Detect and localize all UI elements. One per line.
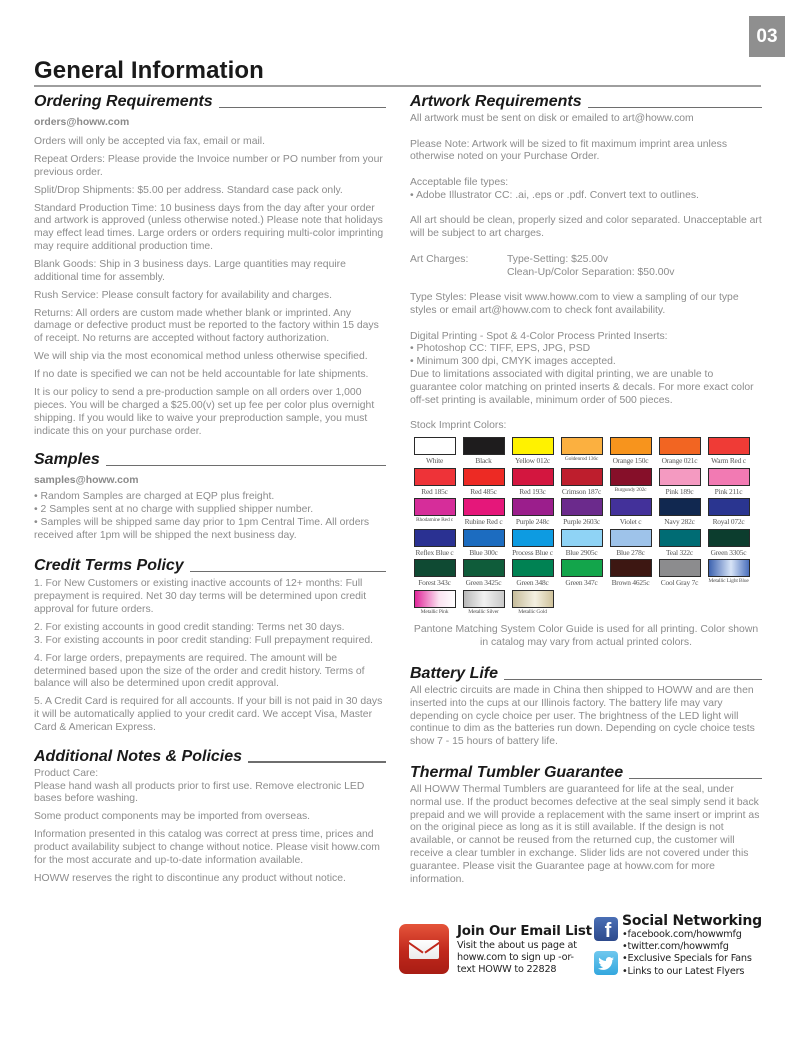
notes-paragraph: HOWW reserves the right to discontinue any product without notice. — [34, 872, 346, 884]
swatch-color-box — [561, 498, 603, 516]
ordering-paragraph: Orders will only be accepted via fax, email or mail. — [34, 135, 265, 147]
digital-printing-line: • Photoshop CC: TIFF, EPS, JPG, PSD — [410, 343, 591, 355]
artwork-intro: All artwork must be sent on disk or emailed to art@howw.com — [410, 113, 694, 124]
section-rule — [588, 107, 762, 109]
swatch-label: Burgundy 202c — [614, 486, 647, 493]
swatch-color-box — [512, 559, 554, 577]
file-types: • Adobe Illustrator CC: .ai, .eps or .pdf. Convert text to outlines. — [410, 189, 699, 201]
notes-paragraph: Information presented in this catalog was correct at press time, prices and product availability subject to change without notice. Please visit howw.com for the most accurate and up-to-date information available. — [34, 829, 380, 866]
samples-line: • Random Samples are charged at EQP plus freight. — [34, 491, 275, 503]
swatch-color-box — [463, 498, 505, 516]
color-swatch — [704, 559, 753, 590]
swatch-color-box — [463, 590, 505, 608]
color-swatch — [606, 559, 655, 590]
swatch-label: Process Blue c — [512, 547, 553, 557]
swatch-label: Black — [475, 455, 492, 465]
section-rule — [190, 571, 386, 573]
email-list-line: text HOWW to 22828 — [457, 964, 557, 976]
ordering-paragraph: We will ship via the most economical method unless otherwise specified. — [34, 351, 368, 363]
swatch-color-box — [414, 498, 456, 516]
color-swatch — [410, 559, 459, 590]
swatch-color-box — [561, 559, 603, 577]
swatch-color-box — [512, 437, 554, 455]
swatch-color-box — [512, 468, 554, 486]
color-swatch — [655, 559, 704, 590]
color-swatch — [459, 529, 508, 560]
color-swatch — [459, 437, 508, 468]
color-swatch — [704, 529, 753, 560]
social-facebook-link[interactable]: • facebook.com/howwmfg — [622, 929, 762, 941]
title-divider — [34, 85, 761, 87]
additional-notes-section — [34, 747, 386, 886]
color-swatch — [704, 437, 753, 468]
swatch-color-box — [463, 529, 505, 547]
swatch-color-box — [708, 468, 750, 486]
swatch-label: Rubine Red c — [464, 517, 503, 527]
swatch-label: Royal 072c — [712, 517, 745, 527]
samples-email-link[interactable]: samples@howw.com — [34, 475, 139, 487]
facebook-icon[interactable]: f — [594, 917, 618, 941]
section-heading: Thermal Tumbler Guarantee — [410, 764, 624, 782]
color-swatch — [459, 559, 508, 590]
swatch-label: Red 193c — [519, 486, 546, 496]
ordering-requirements-section — [34, 92, 386, 438]
credit-paragraph: 3. For existing accounts in poor credit standing: Full prepayment required. — [34, 634, 374, 646]
ordering-paragraph: Repeat Orders: Please provide the Invoice number or PO number from your previous order. — [34, 153, 383, 178]
pantone-note: Pantone Matching System Color Guide is used for all printing. Color shown in catalog may vary from actual printed colors. — [413, 624, 759, 649]
email-list-title: Join Our Email List — [457, 924, 592, 939]
samples-section — [34, 450, 386, 542]
swatch-color-box — [610, 529, 652, 547]
ordering-paragraph: Returns: All orders are custom made whether blank or imprinted. Any damage or defective product must be reported to the factory within 15 days of receipt. No returns are accepted without factory authorization. — [34, 307, 379, 345]
color-swatch — [410, 437, 459, 468]
swatch-label: Purple 2603c — [563, 517, 600, 527]
section-heading: Credit Terms Policy — [34, 557, 184, 575]
swatch-label: Pink 189c — [665, 486, 694, 496]
ordering-paragraph: Blank Goods: Ship in 3 business days. Large quantities may require additional time for assembly. — [34, 258, 346, 283]
color-swatch — [508, 437, 557, 468]
swatch-color-box — [708, 559, 750, 577]
swatch-color-box — [414, 468, 456, 486]
digital-printing-heading: Digital Printing - Spot & 4-Color Process Printed Inserts: — [410, 330, 668, 342]
swatch-color-box — [708, 529, 750, 547]
color-swatch — [508, 498, 557, 529]
ordering-paragraph: Split/Drop Shipments: $5.00 per address. Standard case pack only. — [34, 184, 343, 196]
art-charge-item: Type-Setting: $25.00v — [507, 253, 609, 265]
art-charges-label: Art Charges: — [410, 253, 469, 265]
ordering-paragraph: Rush Service: Please consult factory for availability and charges. — [34, 289, 333, 301]
swatch-label: Metallic Gold — [518, 608, 547, 615]
swatch-label: Pink 211c — [714, 486, 743, 496]
ordering-paragraph: If no date is specified we can not be held accountable for late shipments. — [34, 369, 369, 381]
color-swatch — [508, 468, 557, 499]
color-swatch — [557, 468, 606, 499]
credit-paragraph: 5. A Credit Card is required for all accounts. If your bill is not paid in 30 days it will be automatically applied to your credit card. We accept Visa, Master Card & American Express. — [34, 696, 383, 733]
color-swatch — [508, 590, 557, 621]
section-header — [34, 747, 386, 767]
color-swatch — [557, 437, 606, 468]
swatch-color-box — [414, 559, 456, 577]
social-twitter-link[interactable]: • twitter.com/howwmfg — [622, 941, 762, 953]
stock-colors-label: Stock Imprint Colors: — [410, 420, 507, 432]
swatch-color-box — [512, 529, 554, 547]
color-swatch — [655, 529, 704, 560]
swatch-color-box — [414, 437, 456, 455]
color-swatch — [606, 468, 655, 499]
guarantee-text: All HOWW Thermal Tumblers are guaranteed for life at the seal, under normal use. If the product becomes defective at the seal simply send it back prepaid and we will provide a replacement with the same insert or imprint as on the original piece as long as it is still available. If the design is not available, or cannot be reused from the returned cup, the customer will receive a clear tumbler in exchange. Slider lids are not covered under this guarantee. Please visit the Guarantee page at howw.com for more information. — [410, 784, 760, 885]
section-heading: Battery Life — [410, 665, 499, 683]
battery-text: All electric circuits are made in China then shipped to HOWW and are then inserted into the cups at our Illinois factory. The battery life may vary depending on cycle choice per user. The brightness of the LED light will continue to dim as the batteries run down. Depending on cycle choice tests show 7 - 15 hours of battery life. — [410, 685, 755, 748]
color-swatch — [557, 498, 606, 529]
swatch-label: Green 348c — [516, 578, 549, 588]
swatch-color-box — [561, 468, 603, 486]
color-swatch — [459, 468, 508, 499]
clean-art-note: All art should be clean, properly sized and color separated. Unacceptable art will be subject to art charges. — [410, 215, 762, 240]
artwork-requirements-section — [410, 92, 762, 650]
section-rule — [248, 761, 386, 763]
section-rule — [504, 679, 762, 681]
color-swatch — [655, 498, 704, 529]
section-rule — [629, 778, 762, 780]
swatch-label: Blue 278c — [616, 547, 645, 557]
samples-line: • 2 Samples sent at no charge with supplied shipper number. — [34, 504, 314, 516]
credit-paragraph: 2. For existing accounts in good credit standing: Terms net 30 days. — [34, 621, 345, 633]
section-header — [410, 664, 762, 684]
color-swatch — [606, 529, 655, 560]
swatch-label: White — [425, 455, 444, 465]
swatch-label: Goldenrod 136c — [564, 455, 599, 462]
social-item: • Links to our Latest Flyers — [622, 966, 762, 978]
left-column — [34, 92, 386, 891]
swatch-color-box — [659, 468, 701, 486]
swatch-label: Red 485c — [470, 486, 497, 496]
color-swatch-grid — [410, 437, 762, 621]
color-swatch — [410, 468, 459, 499]
swatch-color-box — [463, 437, 505, 455]
swatch-color-box — [610, 559, 652, 577]
social-title: Social Networking — [622, 913, 762, 929]
swatch-label: Crimson 187c — [561, 486, 602, 496]
art-charges — [410, 254, 762, 280]
color-swatch — [606, 498, 655, 529]
social-item: • Exclusive Specials for Fans — [622, 953, 762, 965]
section-heading: Artwork Requirements — [410, 93, 582, 110]
color-swatch — [410, 529, 459, 560]
swatch-color-box — [414, 529, 456, 547]
color-swatch — [655, 468, 704, 499]
battery-life-section — [410, 664, 762, 749]
swatch-color-box — [512, 498, 554, 516]
section-header — [34, 450, 386, 470]
swatch-label: Purple 248c — [515, 517, 550, 527]
swatch-label: Orange 021c — [661, 455, 698, 465]
swatch-label: Metallic Light Blue — [708, 578, 749, 585]
samples-line: • Samples will be shipped same day prior to 1pm Central Time. All orders received after 1pm will be shipped the next business day. — [34, 516, 370, 541]
swatch-color-box — [659, 529, 701, 547]
swatch-color-box — [463, 468, 505, 486]
swatch-label: Blue 300c — [469, 547, 498, 557]
section-heading: Additional Notes & Policies — [34, 747, 243, 765]
color-swatch — [508, 529, 557, 560]
color-swatch — [557, 529, 606, 560]
section-rule — [219, 107, 386, 109]
swatch-color-box — [561, 437, 603, 455]
section-header — [410, 92, 762, 112]
swatch-label: Rhodamine Red c — [415, 517, 454, 524]
swatch-label: Metallic Silver — [468, 608, 499, 615]
section-rule — [106, 465, 386, 467]
section-heading: Ordering Requirements — [34, 93, 213, 110]
swatch-color-box — [414, 590, 456, 608]
art-charge-item: Clean-Up/Color Separation: $50.00v — [507, 266, 675, 278]
orders-email-link[interactable]: orders@howw.com — [34, 117, 130, 128]
email-list-line: howw.com to sign up -or- — [457, 952, 574, 964]
swatch-color-box — [708, 498, 750, 516]
swatch-label: Orange 150c — [612, 455, 649, 465]
page-title: General Information — [34, 57, 264, 84]
section-header — [34, 556, 386, 576]
mail-icon[interactable] — [399, 924, 449, 974]
credit-paragraph: 1. For New Customers or existing inactive accounts of 12+ months: Full prepayment is required. Net 30 day terms will be determined upon credit approval for future orders. — [34, 578, 367, 615]
swatch-color-box — [463, 559, 505, 577]
twitter-icon[interactable] — [594, 951, 618, 975]
swatch-label: Forest 343c — [418, 578, 451, 588]
swatch-color-box — [708, 437, 750, 455]
swatch-color-box — [561, 529, 603, 547]
credit-paragraph: 4. For large orders, prepayments are required. The amount will be determined based upon the size of the order and credit history. Terms of balance will also be determined upon credit approval. — [34, 652, 365, 690]
color-swatch — [557, 559, 606, 590]
swatch-color-box — [512, 590, 554, 608]
swatch-label: Yellow 012c — [514, 455, 551, 465]
section-header — [34, 92, 386, 112]
swatch-label: Reflex Blue c — [415, 547, 454, 557]
swatch-color-box — [659, 498, 701, 516]
color-swatch — [655, 437, 704, 468]
thermal-guarantee-section — [410, 763, 762, 886]
swatch-label: Violet c — [619, 517, 642, 527]
type-styles-note: Type Styles: Please visit www.howw.com to view a sampling of our type styles or email art@howw.com to check font availability. — [410, 292, 739, 316]
swatch-color-box — [610, 498, 652, 516]
credit-terms-section — [34, 556, 386, 734]
color-swatch — [410, 590, 459, 621]
email-list-block — [399, 924, 592, 977]
file-types-label: Acceptable file types: — [410, 176, 509, 188]
digital-printing-line: • Minimum 300 dpi, CMYK images accepted. — [410, 356, 616, 368]
color-swatch — [606, 437, 655, 468]
swatch-label: Green 3425c — [465, 578, 502, 588]
ordering-paragraph: It is our policy to send a pre-production sample on all orders over 1,000 pieces. You will be charged a $25.00(v) set up fee per color plus overnight shipping. If you would like to waive your preproduction sample, you must indicate this on your purchase order. — [34, 387, 375, 437]
swatch-label: Warm Red c — [711, 455, 746, 465]
ordering-paragraph: Standard Production Time: 10 business days from the day after your order and artwork is approved (unless otherwise noted.) Please note that holidays may effect lead times. Large orders or orders requiring multi-color imprinting may require additional production time. — [34, 202, 384, 252]
artwork-note: Please Note: Artwork will be sized to fit maximum imprint area unless otherwise noted on your Purchase Order. — [410, 138, 728, 163]
swatch-color-box — [610, 468, 652, 486]
social-networking-block — [594, 913, 762, 978]
section-header — [410, 763, 762, 783]
swatch-label: Green 3305c — [710, 547, 747, 557]
color-swatch — [459, 590, 508, 621]
swatch-color-box — [610, 437, 652, 455]
swatch-label: Metallic Pink — [420, 608, 449, 615]
swatch-label: Red 185c — [421, 486, 448, 496]
swatch-color-box — [659, 559, 701, 577]
swatch-label: Green 347c — [565, 578, 598, 588]
swatch-label: Navy 282c — [664, 517, 695, 527]
swatch-label: Cool Gray 7c — [660, 578, 699, 588]
section-heading: Samples — [34, 451, 100, 469]
notes-paragraph: Please hand wash all products prior to first use. Remove electronic LED bases before washing. — [34, 780, 365, 805]
swatch-label: Blue 2905c — [565, 547, 598, 557]
notes-paragraph: Some product components may be imported from overseas. — [34, 811, 311, 823]
color-swatch — [508, 559, 557, 590]
swatch-label: Teal 322c — [665, 547, 694, 557]
page-number-badge: 03 — [749, 16, 785, 57]
color-swatch — [459, 498, 508, 529]
color-swatch — [704, 498, 753, 529]
email-list-line: Visit the about us page at — [457, 940, 577, 951]
right-column — [410, 92, 762, 892]
color-swatch — [410, 498, 459, 529]
product-care-label: Product Care: — [34, 767, 99, 779]
swatch-color-box — [659, 437, 701, 455]
color-swatch — [704, 468, 753, 499]
digital-printing-note: Due to limitations associated with digital printing, we are unable to guarantee color matching on printed inserts & decals. For more exact color off-set printing is available, minimum order of 500 pieces. — [410, 368, 754, 406]
swatch-label: Brown 4625c — [611, 578, 650, 588]
